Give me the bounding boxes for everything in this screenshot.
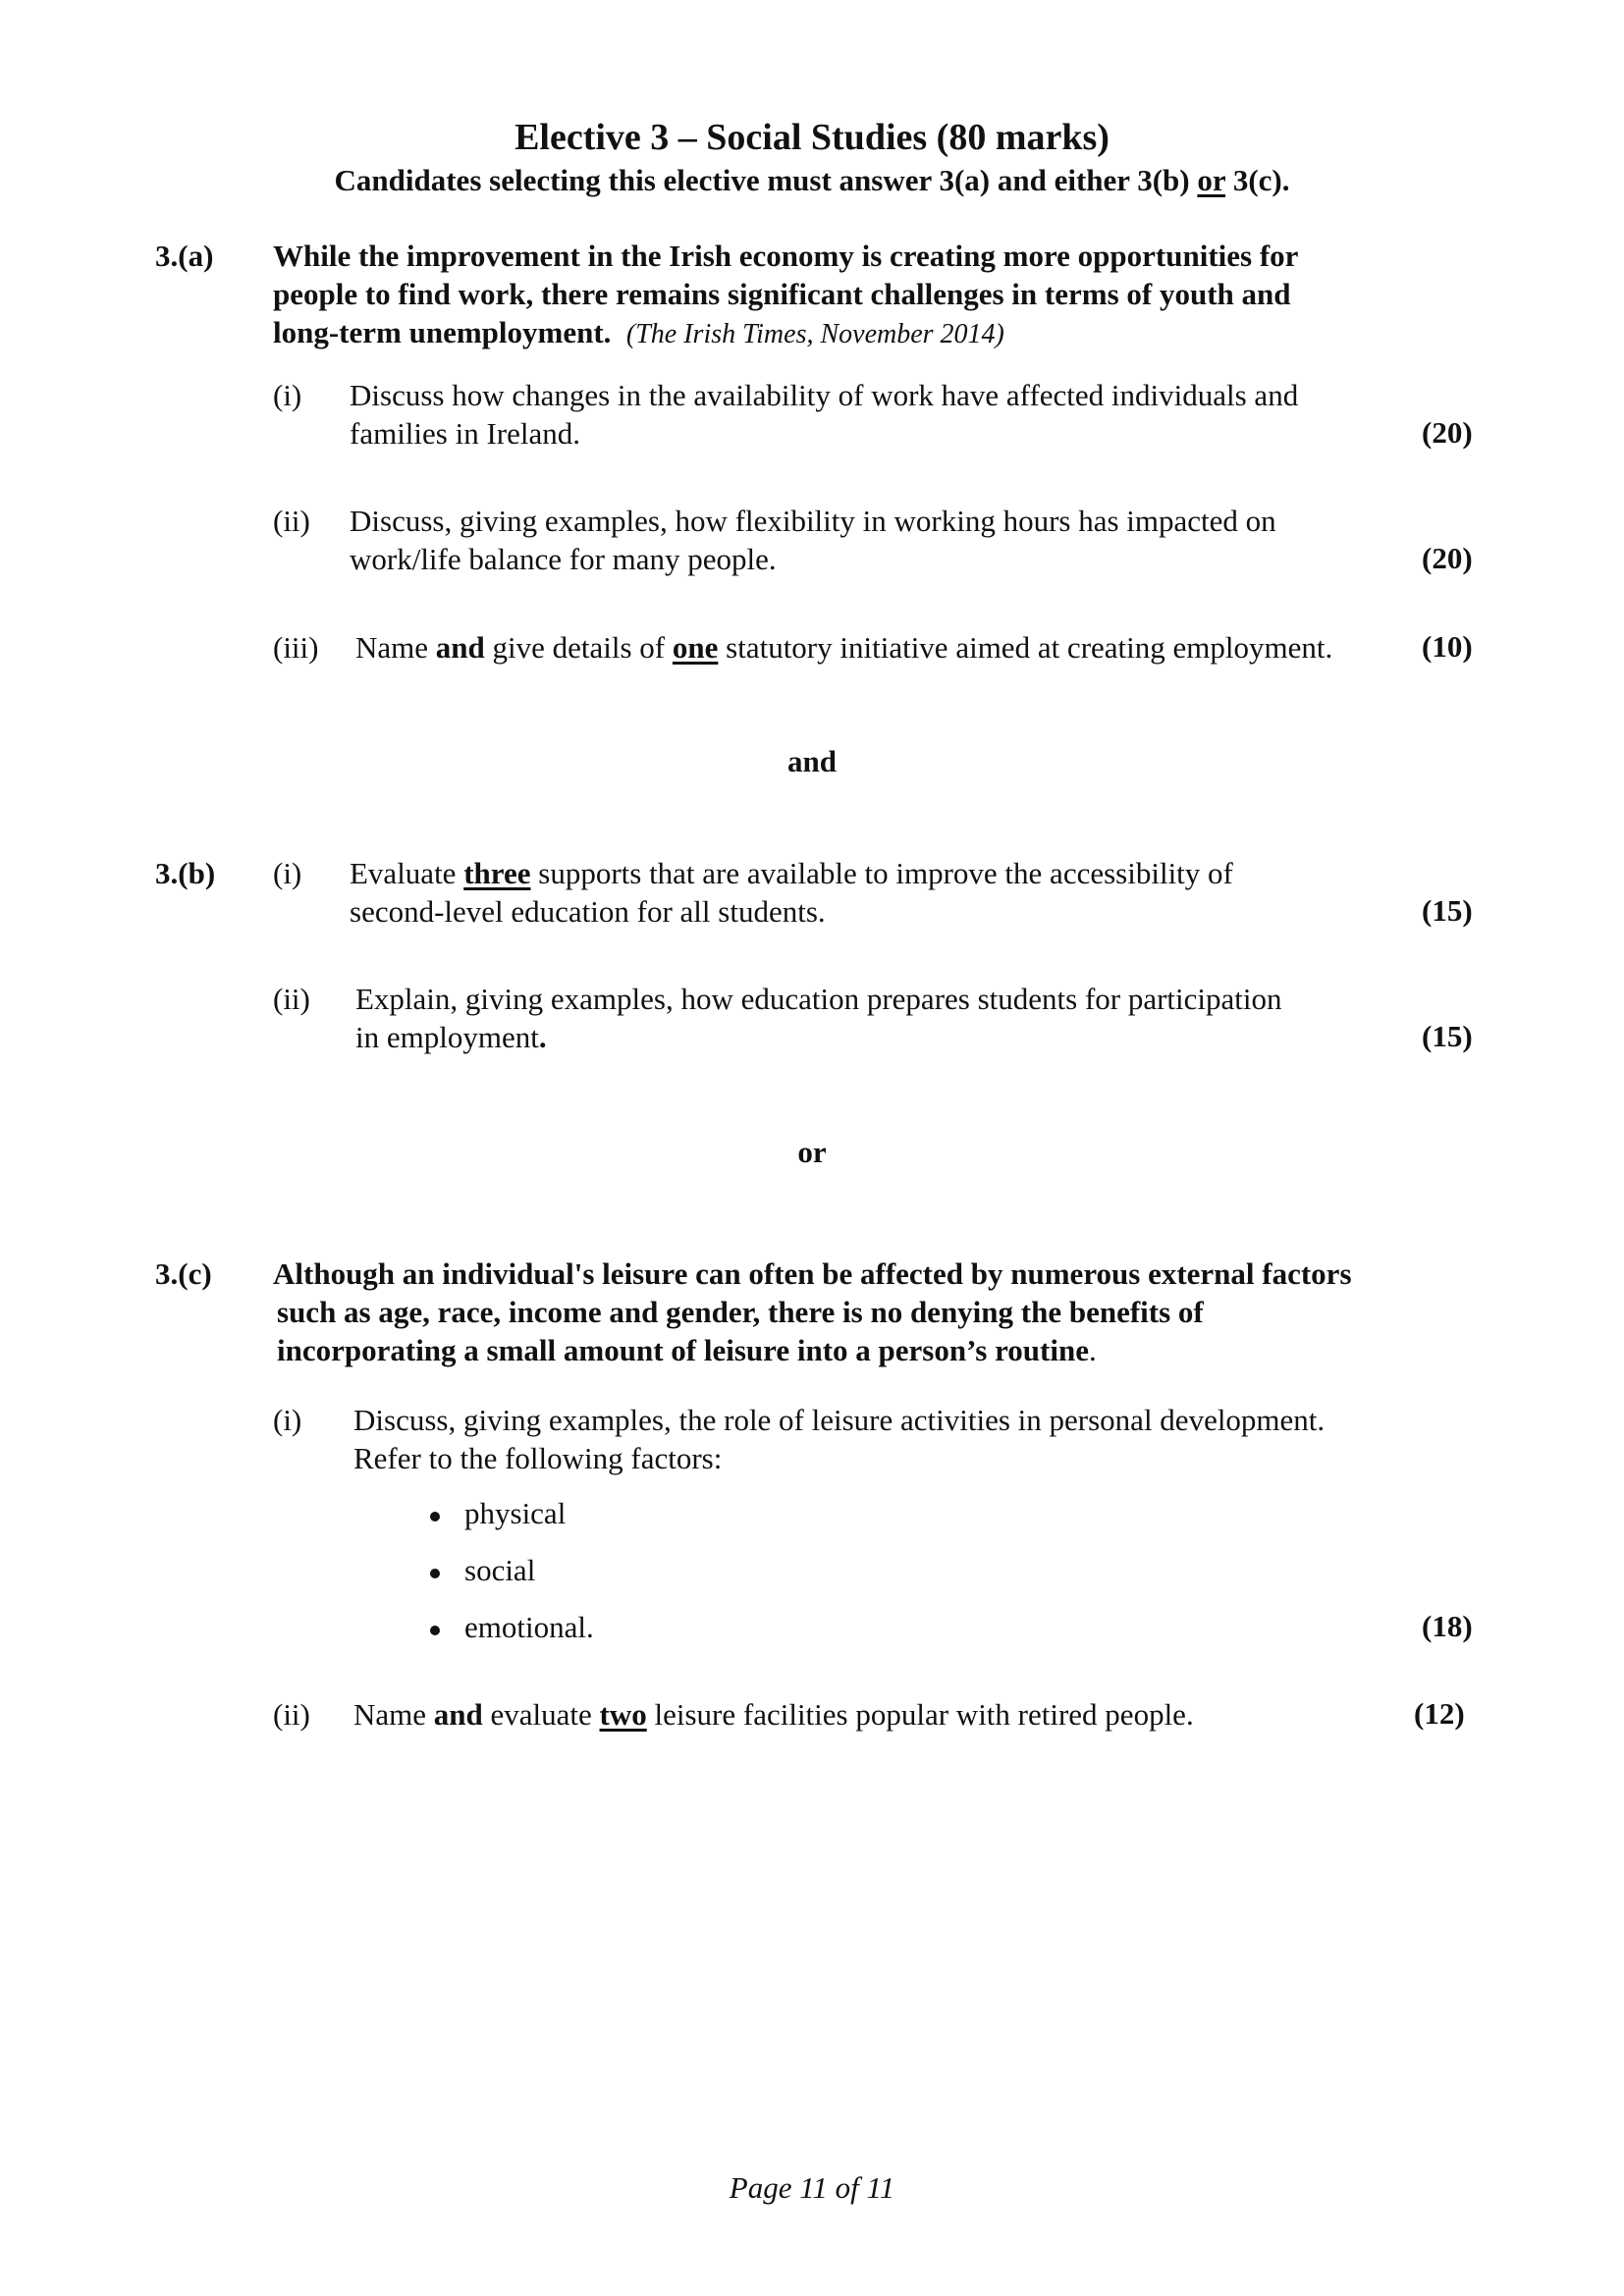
- question-3a-number: 3.(a): [155, 239, 214, 273]
- q3a-iii-w2: and: [435, 630, 485, 665]
- instructions-or: or: [1197, 163, 1226, 197]
- q3a-iii-w1: Name: [355, 630, 436, 665]
- q3a-i-line1: Discuss how changes in the availability of work have affected individuals and: [350, 378, 1299, 412]
- question-3a-stem-line2: people to find work, there remains significant challenges in terms of youth and: [273, 277, 1291, 311]
- q3a-iii-w3: give details of: [484, 630, 673, 665]
- question-3c-stem-line3: [277, 1332, 1097, 1369]
- q3b-i-marks: (15): [1422, 893, 1473, 928]
- q3b-ii-line2-end: .: [538, 1020, 547, 1054]
- q3b-ii-marks: (15): [1422, 1019, 1473, 1053]
- connector-or: or: [797, 1135, 827, 1169]
- bullet-social: social: [464, 1553, 536, 1587]
- question-3b-number: 3.(b): [155, 856, 216, 890]
- q3b-i-w3: supports that are available to improve the accessibility of: [530, 856, 1233, 890]
- q3a-iii-label: (iii): [273, 630, 319, 665]
- q3b-i-w1: Evaluate: [350, 856, 464, 890]
- q3b-i-line1: [350, 855, 1233, 892]
- q3b-ii-line1: Explain, giving examples, how education prepares students for participation: [355, 982, 1282, 1016]
- question-3c-number: 3.(c): [155, 1256, 212, 1291]
- q3b-i-line2: second-level education for all students.: [350, 894, 826, 929]
- q3c-ii-w4: two: [599, 1697, 647, 1732]
- q3c-ii-marks: (12): [1414, 1696, 1465, 1731]
- q3c-i-marks: (18): [1422, 1609, 1473, 1643]
- q3a-ii-line2: work/life balance for many people.: [350, 542, 777, 576]
- q3c-ii-label: (ii): [273, 1697, 310, 1732]
- q3c-ii-w1: Name: [353, 1697, 434, 1732]
- q3c-ii-line1: [353, 1696, 1194, 1734]
- q3c-i-label: (i): [273, 1403, 302, 1437]
- q3b-i-label: (i): [273, 856, 302, 890]
- bullet-icon: [430, 1512, 440, 1522]
- q3a-iii-w4: one: [672, 630, 719, 665]
- q3a-ii-line1: Discuss, giving examples, how flexibility in working hours has impacted on: [350, 504, 1276, 538]
- q3c-ii-w5: leisure facilities popular with retired people.: [646, 1697, 1194, 1732]
- q3a-iii-marks: (10): [1422, 629, 1473, 664]
- q3b-ii-label: (ii): [273, 982, 310, 1016]
- q3c-ii-w3: evaluate: [482, 1697, 600, 1732]
- q3c-i-line2: Refer to the following factors:: [353, 1441, 723, 1475]
- q3b-i-w2: three: [463, 856, 531, 890]
- stem-3c-line3-text: incorporating a small amount of leisure into a person’s routine: [277, 1333, 1089, 1367]
- instructions-text: Candidates selecting this elective must answer 3(a) and either 3(b): [334, 163, 1198, 197]
- question-3a-stem-line3: [273, 314, 1004, 353]
- instructions-end: 3(c).: [1225, 163, 1290, 197]
- q3a-ii-label: (ii): [273, 504, 310, 538]
- page-title: Elective 3 – Social Studies (80 marks): [514, 117, 1110, 158]
- question-3a-stem-line1: While the improvement in the Irish economy is creating more opportunities for: [273, 239, 1299, 273]
- bullet-icon: [430, 1626, 440, 1635]
- stem-3c-line3-end: .: [1088, 1333, 1097, 1367]
- q3a-i-line2: families in Ireland.: [350, 416, 580, 451]
- q3a-iii-w5: statutory initiative aimed at creating employment.: [718, 630, 1333, 665]
- question-3c-stem-line2: such as age, race, income and gender, there is no denying the benefits of: [277, 1295, 1204, 1329]
- instructions: [0, 163, 1624, 198]
- question-3c-stem-line1: Although an individual's leisure can often be affected by numerous external factors: [273, 1256, 1352, 1291]
- page-number: Page 11 of 11: [729, 2170, 895, 2205]
- q3c-ii-w2: and: [433, 1697, 483, 1732]
- bullet-icon: [430, 1569, 440, 1578]
- q3a-ii-marks: (20): [1422, 541, 1473, 575]
- bullet-emotional: emotional.: [464, 1610, 594, 1644]
- connector-and: and: [787, 744, 837, 778]
- bullet-physical: physical: [464, 1496, 567, 1530]
- stem-line3-text: long-term unemployment.: [273, 315, 612, 349]
- q3b-ii-line2: [355, 1019, 547, 1056]
- q3b-ii-line2-text: in employment: [355, 1020, 539, 1054]
- q3c-i-line1: Discuss, giving examples, the role of leisure activities in personal development.: [353, 1403, 1326, 1437]
- question-3a-source: (The Irish Times, November 2014): [625, 319, 1004, 349]
- q3a-iii-line1: [355, 629, 1332, 667]
- q3a-i-marks: (20): [1422, 415, 1473, 450]
- q3a-i-label: (i): [273, 378, 302, 412]
